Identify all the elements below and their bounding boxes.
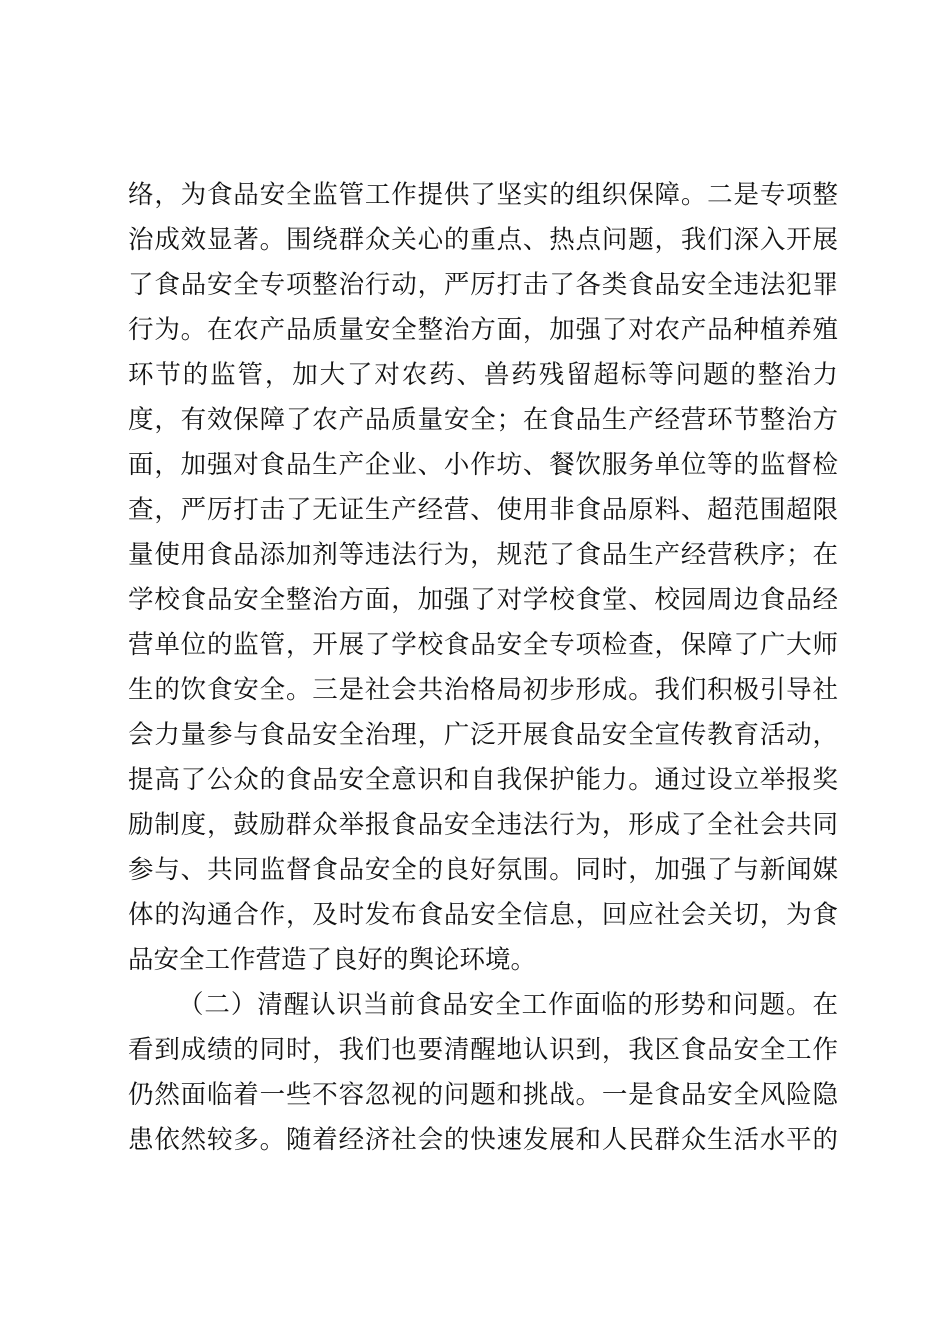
text-line-2: 治成效显著。围绕群众关心的重点、热点问题，我们深入开展 [128, 225, 838, 255]
text-line-22: 患依然较多。随着经济社会的快速发展和人民群众生活水平的 [128, 1125, 838, 1155]
text-line-15: 励制度，鼓励群众举报食品安全违法行为，形成了全社会共同 [128, 810, 838, 840]
text-line-18: 品安全工作营造了良好的舆论环境。 [128, 945, 537, 975]
text-line-8: 查，严厉打击了无证生产经营、使用非食品原料、超范围超限 [128, 495, 838, 525]
text-line-4: 行为。在农产品质量安全整治方面，加强了对农产品种植养殖 [128, 315, 838, 345]
text-line-3: 了食品安全专项整治行动，严厉打击了各类食品安全违法犯罪 [128, 270, 838, 300]
text-line-5: 环节的监管，加大了对农药、兽药残留超标等问题的整治力 [128, 360, 838, 390]
text-line-11: 营单位的监管，开展了学校食品安全专项检查，保障了广大师 [128, 630, 838, 660]
text-line-1: 络，为食品安全监管工作提供了坚实的组织保障。二是专项整 [128, 180, 838, 210]
text-line-9: 量使用食品添加剂等违法行为，规范了食品生产经营秩序；在 [128, 540, 838, 570]
text-line-6: 度，有效保障了农产品质量安全；在食品生产经营环节整治方 [128, 405, 838, 435]
text-line-10: 学校食品安全整治方面，加强了对学校食堂、校园周边食品经 [128, 585, 838, 615]
section-heading-line: （二）清醒认识当前食品安全工作面临的形势和问题。在 [178, 990, 838, 1020]
text-line-21: 仍然面临着一些不容忽视的问题和挑战。一是食品安全风险隐 [128, 1080, 838, 1110]
text-line-17: 体的沟通合作，及时发布食品安全信息，回应社会关切，为食 [128, 900, 838, 930]
text-line-14: 提高了公众的食品安全意识和自我保护能力。通过设立举报奖 [128, 765, 838, 795]
text-line-13: 会力量参与食品安全治理，广泛开展食品安全宣传教育活动， [128, 720, 838, 750]
text-line-16: 参与、共同监督食品安全的良好氛围。同时，加强了与新闻媒 [128, 855, 838, 885]
text-line-20: 看到成绩的同时，我们也要清醒地认识到，我区食品安全工作 [128, 1035, 838, 1065]
text-line-7: 面，加强对食品生产企业、小作坊、餐饮服务单位等的监督检 [128, 450, 838, 480]
text-line-12: 生的饮食安全。三是社会共治格局初步形成。我们积极引导社 [128, 675, 838, 705]
